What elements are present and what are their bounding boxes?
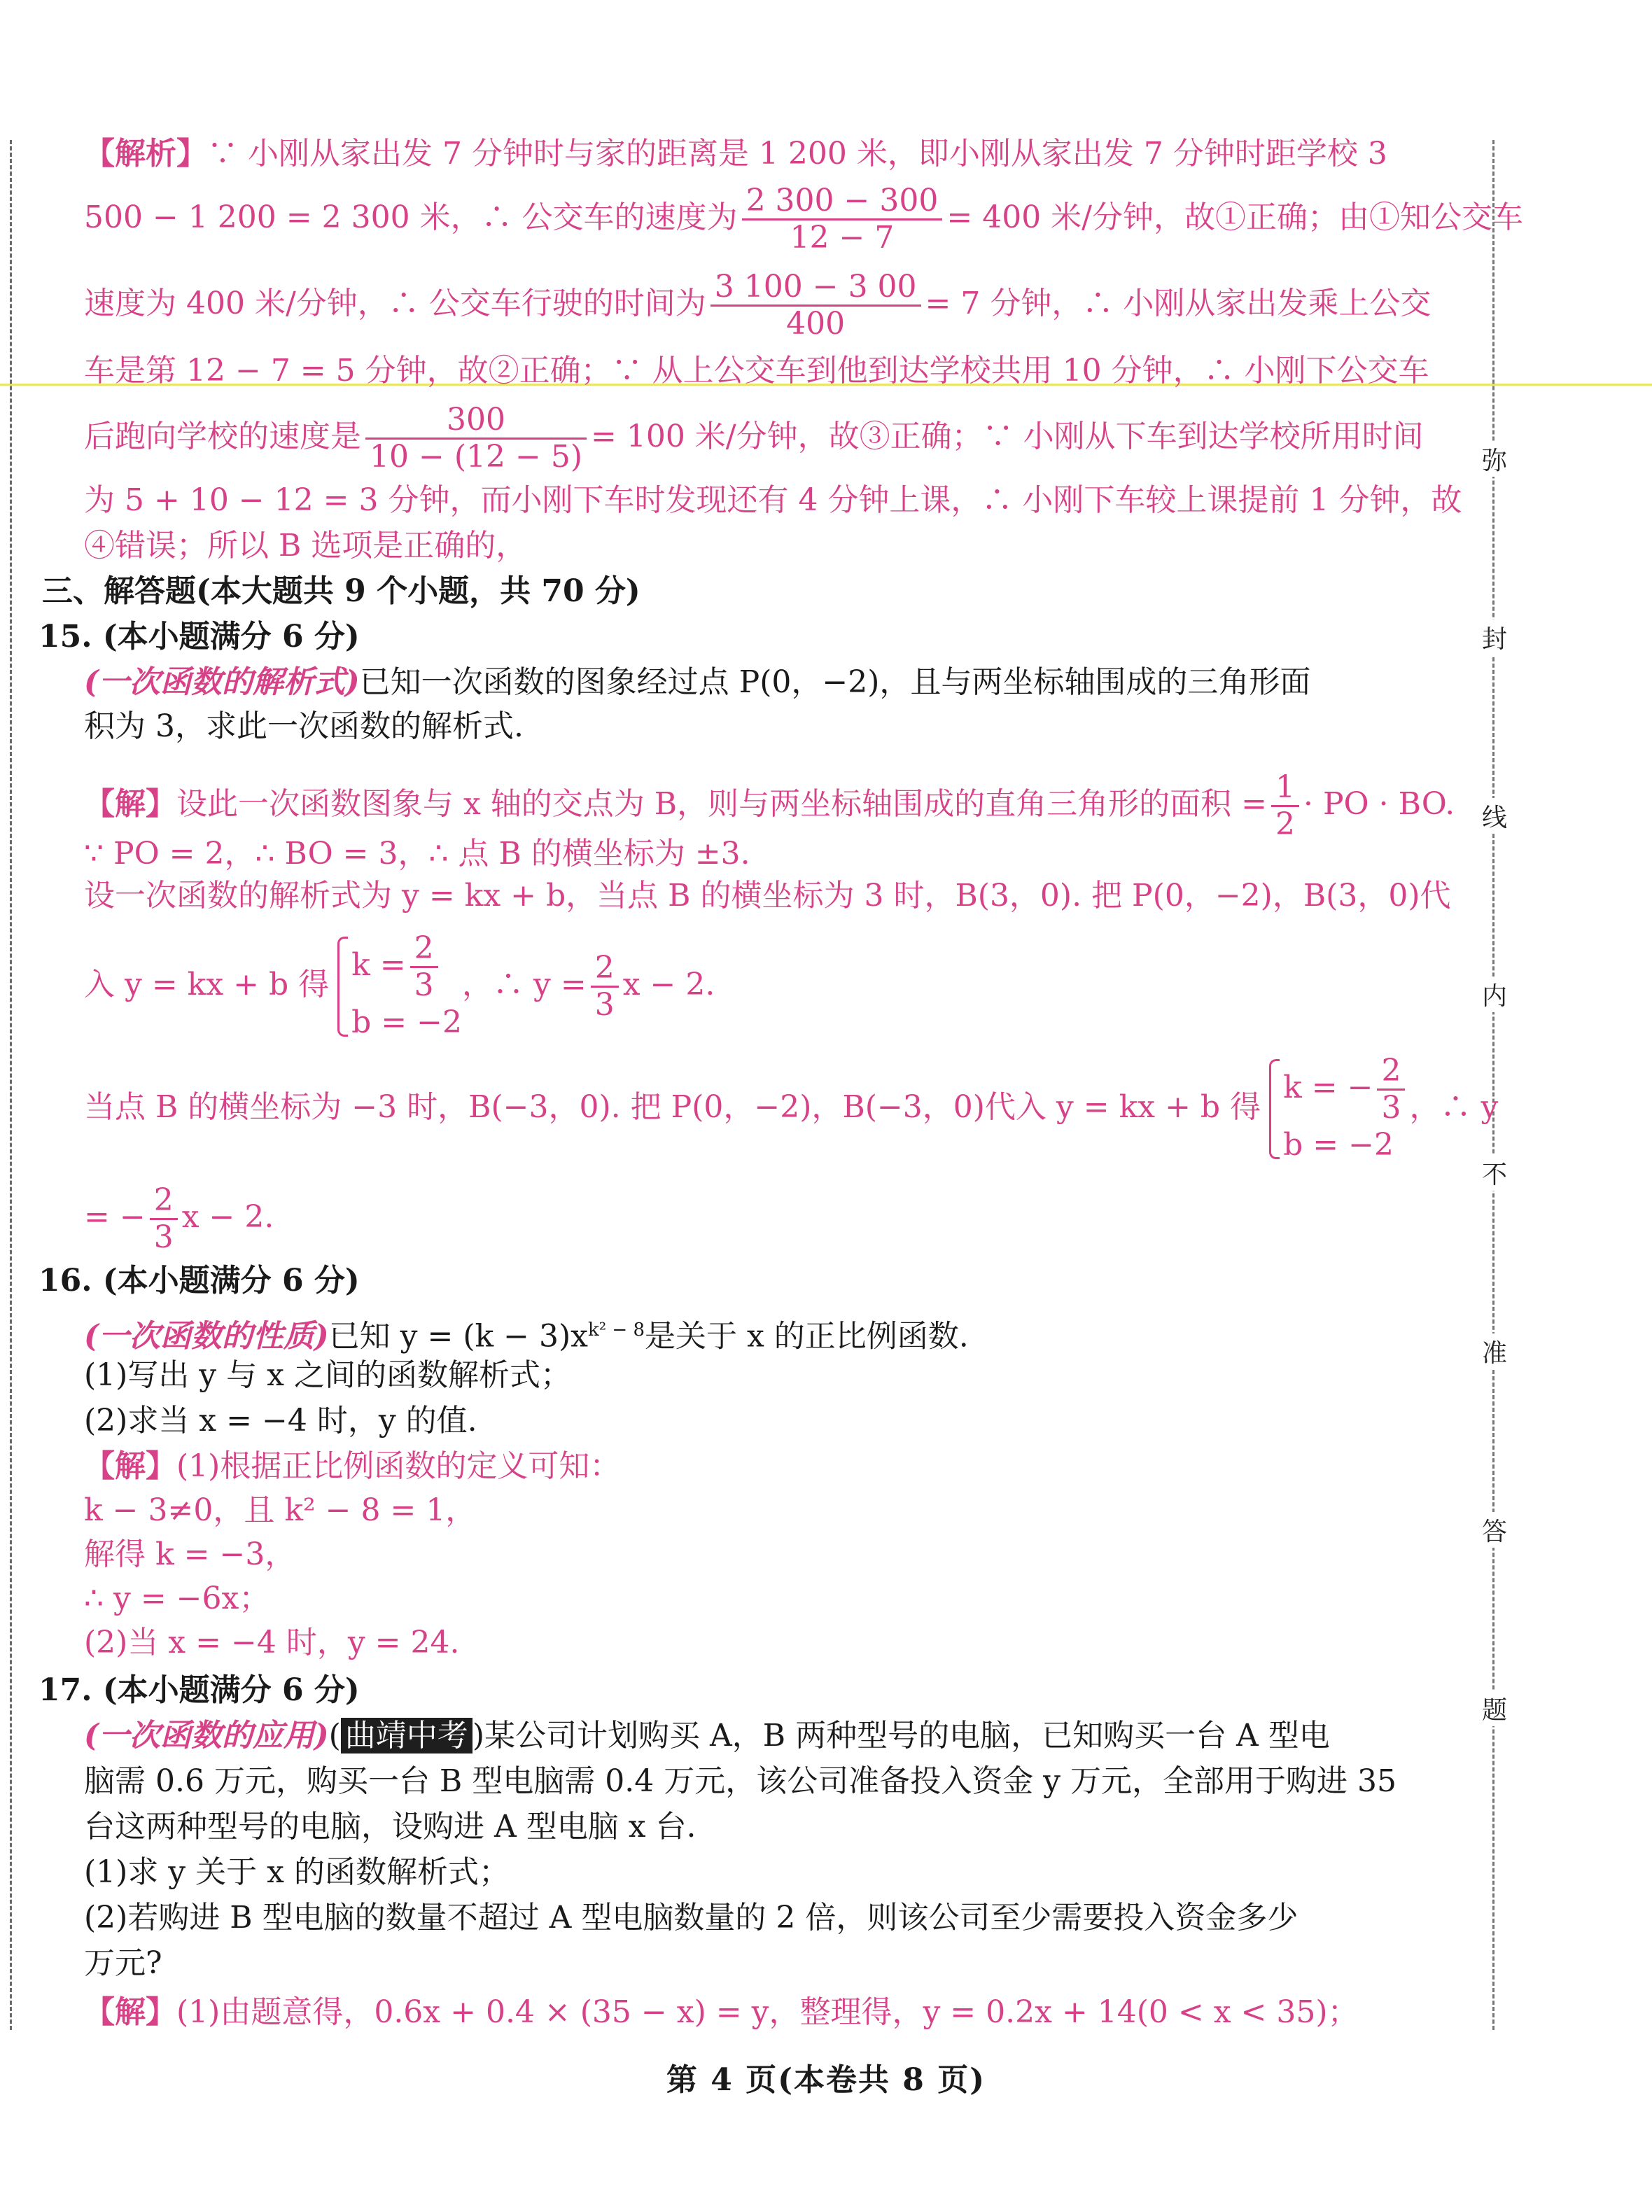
question-text: (一次函数的解析式)已知一次函数的图象经过点 P(0，−2)，且与两坐标轴围成的三角形面	[84, 664, 1311, 700]
analysis-line: 车是第 12 − 7 = 5 分钟，故②正确；∵ 从上公交车到他到达学校共用 10 分钟，∴ 小刚下公交车	[84, 353, 1429, 388]
fraction: $\frac{2 300 - 300}{12 - 7}$	[742, 183, 943, 255]
seal-line	[1492, 140, 1494, 2030]
seal-char: 题	[1474, 1690, 1516, 1726]
source-tag: 曲靖中考	[341, 1718, 472, 1754]
topic-tag: (一次函数的性质)	[84, 1318, 329, 1354]
question-text: (1)写出 y 与 x 之间的函数解析式；	[84, 1357, 571, 1393]
analysis-line: 500 − 1 200 = 2 300 米，∴ 公交车的速度为 $\frac{2 300 - 300}{12 - 7}$ = 400 米/分钟，故①正确；由①知公交车	[84, 183, 1524, 255]
question-text: 积为 3，求此一次函数的解析式.	[84, 708, 524, 744]
analysis-line: 为 5 + 10 − 12 = 3 分钟，而小刚下车时发现还有 4 分钟上课，∴ 小刚下车较上课提前 1 分钟，故	[84, 482, 1462, 518]
solution-tag: 【解】	[84, 1448, 176, 1484]
question-heading: 15. (本小题满分 6 分)	[38, 619, 360, 654]
analysis-tag: 【解析】	[84, 136, 207, 172]
solution-line: (2)当 x = −4 时，y = 24.	[84, 1625, 460, 1660]
solution-tag: 【解】	[84, 1994, 176, 2030]
question-text: (一次函数的应用)( 曲靖中考 )某公司计划购买 A，B 两种型号的电脑，已知购买一台 A 型电	[84, 1718, 1330, 1754]
equation-system: k = − $\frac{2}{3}$ b = −2	[1265, 1054, 1409, 1165]
analysis-line: 后跑向学校的速度是 $\frac{300}{10 - (12 - 5)}$ = 100 米/分钟，故③正确；∵ 小刚从下车到达学校所用时间	[84, 402, 1424, 475]
seal-char: 弥	[1474, 441, 1516, 477]
topic-tag: (一次函数的解析式)	[84, 664, 360, 700]
analysis-line: 【解析】∵ 小刚从家出发 7 分钟时与家的距离是 1 200 米，即小刚从家出发 7 分钟时距学校 3	[84, 136, 1387, 172]
solution-line: ∵ PO = 2，∴ BO = 3，∴ 点 B 的横坐标为 ±3.	[84, 836, 750, 872]
question-heading: 17. (本小题满分 6 分)	[38, 1672, 360, 1708]
question-text: (一次函数的性质)已知 $y = (k - 3)x^{k^2 - 8}$是关于 x 的正比例函数.	[84, 1318, 969, 1354]
fraction: $\frac{3 100 - 3 00}{400}$	[710, 270, 921, 342]
solution-tag: 【解】	[84, 786, 176, 822]
section-heading: 三、解答题(本大题共 9 个小题，共 70 分)	[42, 573, 640, 609]
fraction: $\frac{300}{10 - (12 - 5)}$	[365, 402, 587, 475]
solution-line: 【解】设此一次函数图象与 x 轴的交点为 B，则与两坐标轴围成的直角三角形的面积 = $\frac{1}{2}$ · PO · BO.	[84, 769, 1455, 842]
solution-line: = − $\frac{2}{3}$ x − 2.	[84, 1182, 274, 1255]
question-text: (1)求 y 关于 x 的函数解析式；	[84, 1854, 510, 1890]
binding-line	[10, 140, 12, 2030]
question-text: 台这两种型号的电脑，设购进 A 型电脑 x 台.	[84, 1809, 696, 1844]
solution-line: ∴ y = −6x；	[84, 1581, 270, 1616]
analysis-line: 速度为 400 米/分钟，∴ 公交车行驶的时间为 $\frac{3 100 - 3 00}{400}$ = 7 分钟，∴ 小刚从家出发乘上公交	[84, 269, 1432, 342]
seal-char: 不	[1474, 1155, 1516, 1191]
solution-line: 解得 k = −3，	[84, 1536, 296, 1572]
seal-char: 答	[1474, 1512, 1516, 1548]
question-heading: 16. (本小题满分 6 分)	[38, 1263, 360, 1298]
solution-line: k − 3≠0，且 k² − 8 = 1，	[84, 1492, 477, 1528]
question-text: 万元?	[84, 1945, 162, 1981]
topic-tag: (一次函数的应用)	[84, 1718, 329, 1754]
equation-system: k = $\frac{2}{3}$ b = −2	[333, 931, 462, 1042]
seal-char: 准	[1474, 1334, 1516, 1369]
fraction: $\frac{2}{3}$	[150, 1183, 178, 1255]
seal-char: 内	[1474, 976, 1516, 1012]
fraction: $\frac{2}{3}$	[591, 951, 619, 1023]
seal-char: 线	[1474, 798, 1516, 834]
seal-char: 封	[1474, 620, 1516, 655]
question-text: 脑需 0.6 万元，购买一台 B 型电脑需 0.4 万元，该公司准备投入资金 y 万元，全部用于购进 35	[84, 1763, 1397, 1799]
solution-line: 【解】(1)根据正比例函数的定义可知：	[84, 1448, 621, 1484]
question-text: (2)求当 x = −4 时，y 的值.	[84, 1403, 477, 1438]
solution-line: 【解】(1)由题意得，0.6x + 0.4 × (35 − x) = y，整理得，y = 0.2x + 14(0 < x < 35)；	[84, 1994, 1359, 2030]
solution-line: 当点 B 的横坐标为 −3 时，B(−3，0). 把 P(0，−2)，B(−3，0)代入 y = kx + b 得 k = − $\frac{2}{3}$ b = −2 ，∴ y	[84, 1054, 1435, 1165]
question-text: (2)若购进 B 型电脑的数量不超过 A 型电脑数量的 2 倍，则该公司至少需要投入资金多少	[84, 1900, 1298, 1935]
fraction: $\frac{1}{2}$	[1271, 770, 1299, 842]
analysis-line: ④错误；所以 B 选项是正确的，	[84, 528, 527, 564]
page-footer: 第 4 页(本卷共 8 页)	[666, 2062, 986, 2098]
solution-line: 设一次函数的解析式为 y = kx + b，当点 B 的横坐标为 3 时，B(3，0). 把 P(0，−2)，B(3，0)代	[84, 878, 1451, 913]
solution-line: 入 y = kx + b 得 k = $\frac{2}{3}$ b = −2 ，∴ y = $\frac{2}{3}$ x − 2.	[84, 931, 1435, 1042]
